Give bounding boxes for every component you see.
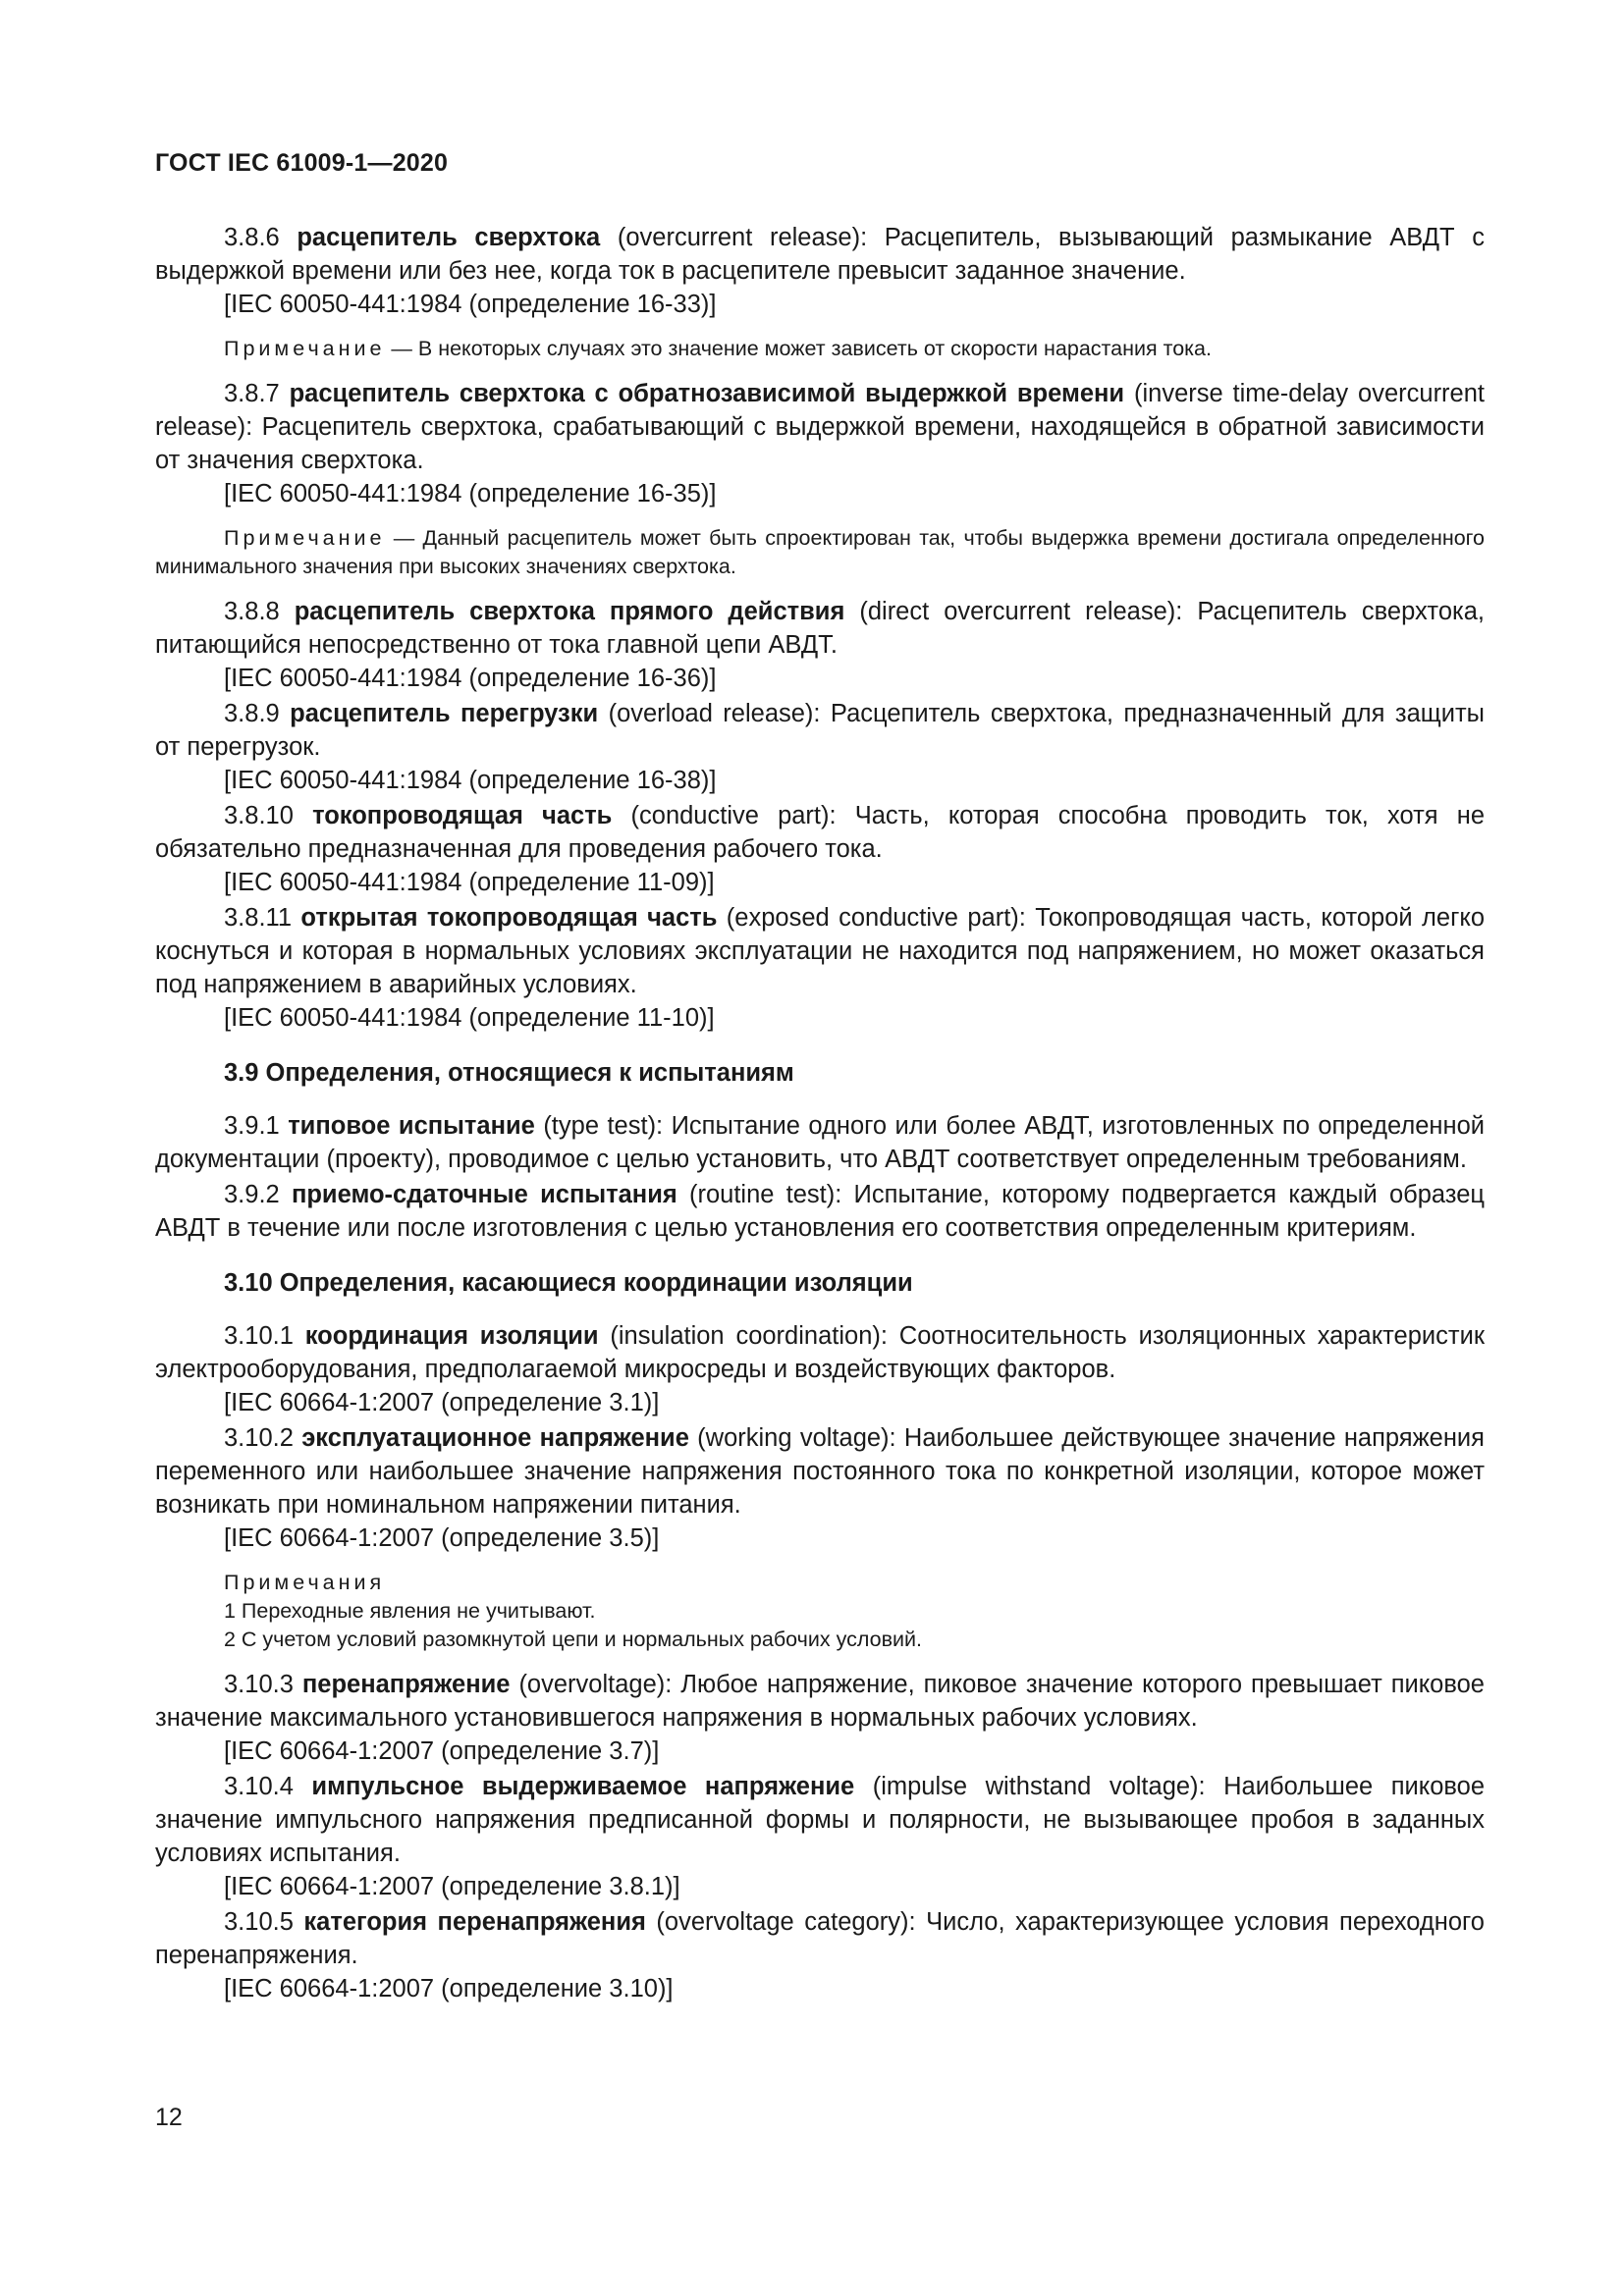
term-reference: [IEC 60050-441:1984 (определение 16-38)] [224, 767, 717, 794]
term-number: 3.8.6 [224, 224, 280, 251]
term-number: 3.9.1 [224, 1112, 280, 1140]
note-text: — В некоторых случаях это значение может зависеть от скорости нарастания тока. [385, 337, 1212, 360]
term-number: 3.10.5 [224, 1908, 294, 1936]
note-item: 1 Переходные явления не учитывают. [224, 1599, 596, 1623]
term-reference: [IEC 60050-441:1984 (определение 11-09)] [224, 869, 715, 896]
term-note [155, 335, 1485, 363]
term-definition: (insulation coordination): Соотносительность изоляционных характеристик электрооборудования, предполагаемой микросреды и воздействующих факторов. [155, 1322, 1485, 1383]
term-title: расцепитель сверхтока прямого действия [294, 598, 845, 625]
term-paragraph [155, 901, 1485, 1001]
term-number: 3.10.4 [224, 1773, 294, 1800]
term-entry [155, 1668, 1485, 1768]
term-title: координация изоляции [304, 1322, 599, 1350]
term-definition: (working voltage): Наибольшее действующее значение напряжения переменного или наибольшее значение напряжения постоянного тока по конкретной изоляции, которое может возникать при номинальном напряжении питания. [155, 1424, 1485, 1519]
document-header: ГОСТ IEC 61009-1—2020 [155, 149, 449, 177]
term-reference: [IEC 60050-441:1984 (определение 16-33)] [224, 291, 717, 318]
term-definition: (overvoltage): Любое напряжение, пиковое значение которого превышает пиковое значение максимального установившегося напряжения в нормальных рабочих условиях. [155, 1671, 1485, 1732]
term-entry [155, 1905, 1485, 2005]
term-number: 3.8.9 [224, 700, 280, 727]
term-number: 3.9.2 [224, 1181, 280, 1208]
term-entry [155, 1109, 1485, 1176]
term-definition: (conductive part): Часть, которая способна проводить ток, хотя не обязательно предназначенная для проведения рабочего тока. [155, 802, 1486, 863]
term-paragraph [155, 1109, 1485, 1176]
term-title: расцепитель перегрузки [290, 700, 599, 727]
section-heading: 3.9 Определения, относящиеся к испытаниям [224, 1059, 794, 1087]
term-entry [155, 377, 1485, 581]
term-number: 3.10.3 [224, 1671, 294, 1698]
term-definition: (inverse time-delay overcurrent release): Расцепитель сверхтока, срабатывающий с выдержкой времени, находящейся в обратной зависимости от значения сверхтока. [155, 380, 1485, 474]
term-entry [155, 799, 1485, 899]
term-title: типовое испытание [288, 1112, 535, 1140]
term-paragraph [155, 595, 1485, 662]
section-heading: 3.10 Определения, касающиеся координации изоляции [224, 1269, 913, 1297]
term-number: 3.8.10 [224, 802, 294, 829]
term-title: расцепитель сверхтока с обратнозависимой выдержкой времени [289, 380, 1125, 407]
term-number: 3.10.1 [224, 1322, 294, 1350]
term-definition: (type test): Испытание одного или более АВДТ, изготовленных по определенной документации (проекту), проводимое с целью установить, что АВДТ соответствует определенным требованиям. [155, 1112, 1485, 1173]
term-definition: (direct overcurrent release): Расцепитель сверхтока, питающийся непосредственно от тока главной цепи АВДТ. [155, 598, 1485, 659]
term-definition: (exposed conductive part): Токопроводящая часть, которой легко коснуться и которая в нормальных условиях эксплуатации не находится под напряжением, но может оказаться под напряжением в аварийных условиях. [155, 904, 1486, 998]
term-paragraph [155, 697, 1485, 764]
note-label: Примечание [224, 337, 386, 360]
term-paragraph [155, 1178, 1485, 1245]
term-title: открытая токопроводящая часть [300, 904, 718, 932]
term-definition: (overload release): Расцепитель сверхтока, предназначенный для защиты от перегрузок. [155, 700, 1485, 761]
term-entry [155, 595, 1485, 695]
note-item: 2 С учетом условий разомкнутой цепи и нормальных рабочих условий. [224, 1628, 922, 1651]
notes-title: Примечания [224, 1571, 386, 1594]
term-paragraph [155, 221, 1485, 288]
term-reference: [IEC 60050-441:1984 (определение 16-36)] [224, 665, 717, 692]
term-entry [155, 221, 1485, 363]
document-body [155, 221, 1485, 2007]
note-text: — Данный расцепитель может быть спроектирован так, чтобы выдержка времени достигала определенного минимального значения при высоких значениях сверхтока. [155, 526, 1485, 578]
term-reference: [IEC 60664-1:2007 (определение 3.7)] [224, 1737, 660, 1765]
term-definition: (overcurrent release): Расцепитель, вызывающий размыкание АВДТ с выдержкой времени или без нее, когда ток в расцепителе превысит заданное значение. [155, 224, 1485, 285]
term-number: 3.8.8 [224, 598, 280, 625]
note-label: Примечание [224, 526, 386, 550]
term-definition: (impulse withstand voltage): Наибольшее пиковое значение импульсного напряжения предписанной формы и полярности, не вызывающее пробоя в заданных условиях испытания. [155, 1773, 1486, 1867]
term-reference: [IEC 60664-1:2007 (определение 3.1)] [224, 1389, 660, 1416]
term-paragraph [155, 1319, 1485, 1386]
term-entry [155, 1770, 1485, 1903]
term-title: расцепитель сверхтока [297, 224, 601, 251]
term-number: 3.8.7 [224, 380, 280, 407]
term-paragraph [155, 799, 1485, 866]
term-title: токопроводящая часть [312, 802, 613, 829]
term-paragraph [155, 1905, 1485, 1972]
term-definition: (overvoltage category): Число, характеризующее условия переходного перенапряжения. [155, 1908, 1485, 1969]
term-title: эксплуатационное напряжение [301, 1424, 689, 1452]
term-paragraph [155, 1668, 1485, 1735]
term-entry [155, 1319, 1485, 1419]
term-reference: [IEC 60664-1:2007 (определение 3.8.1)] [224, 1873, 680, 1900]
term-reference: [IEC 60664-1:2007 (определение 3.10)] [224, 1975, 674, 2002]
term-definition: (routine test): Испытание, которому подвергается каждый образец АВДТ в течение или после изготовления с целью установления его соответствия определенным критериям. [155, 1181, 1486, 1242]
term-number: 3.10.2 [224, 1424, 294, 1452]
term-reference: [IEC 60050-441:1984 (определение 16-35)] [224, 480, 717, 507]
term-paragraph [155, 1770, 1485, 1870]
term-title: категория перенапряжения [303, 1908, 646, 1936]
term-number: 3.8.11 [224, 904, 293, 932]
term-entry [155, 1421, 1485, 1654]
term-entry [155, 901, 1485, 1035]
term-entry [155, 1178, 1485, 1245]
term-paragraph [155, 1421, 1485, 1522]
page-number: 12 [155, 2104, 183, 2131]
term-paragraph [155, 377, 1485, 477]
term-title: перенапряжение [301, 1671, 511, 1698]
term-entry [155, 697, 1485, 797]
term-note [155, 524, 1485, 581]
term-title: импульсное выдерживаемое напряжение [311, 1773, 855, 1800]
term-notes [155, 1569, 1485, 1654]
term-title: приемо-сдаточные испытания [291, 1181, 677, 1208]
term-reference: [IEC 60664-1:2007 (определение 3.5)] [224, 1524, 660, 1552]
term-reference: [IEC 60050-441:1984 (определение 11-10)] [224, 1004, 715, 1032]
